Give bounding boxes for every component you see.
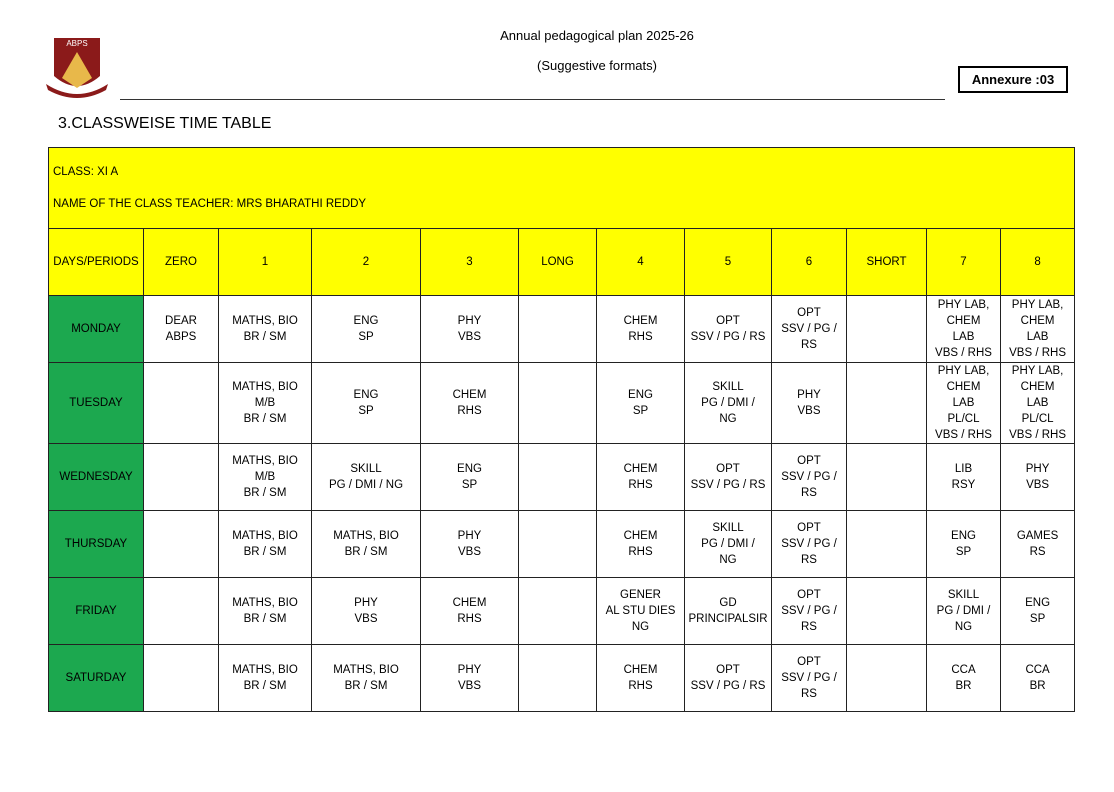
period-cell: SKILL PG / DMI / NG (685, 363, 772, 444)
period-cell: DEAR ABPS (144, 296, 219, 363)
column-header: 7 (927, 229, 1001, 296)
period-cell (519, 578, 597, 645)
period-cell (847, 578, 927, 645)
period-cell: CHEM RHS (597, 645, 685, 712)
column-header: 2 (312, 229, 421, 296)
period-cell: PHY LAB, CHEM LAB PL/CL VBS / RHS (927, 363, 1001, 444)
period-cell: PHY VBS (312, 578, 421, 645)
period-cell (519, 645, 597, 712)
period-cell: LIB RSY (927, 444, 1001, 511)
period-cell: OPT SSV / PG / RS (772, 296, 847, 363)
period-cell (519, 511, 597, 578)
period-cell: ENG SP (927, 511, 1001, 578)
annexure-box: Annexure :03 (958, 66, 1068, 93)
period-cell: PHY VBS (1001, 444, 1075, 511)
section-title: 3.CLASSWEISE TIME TABLE (58, 115, 272, 132)
class-info (49, 148, 1075, 229)
header-row (49, 229, 1075, 296)
period-cell: MATHS, BIO BR / SM (312, 645, 421, 712)
day-cell: MONDAY (49, 296, 144, 363)
period-cell: OPT SSV / PG / RS (685, 296, 772, 363)
period-cell: MATHS, BIO M/B BR / SM (219, 444, 312, 511)
period-cell: ENG SP (597, 363, 685, 444)
day-cell: TUESDAY (49, 363, 144, 444)
period-cell: PHY LAB, CHEM LAB PL/CL VBS / RHS (1001, 363, 1075, 444)
column-header: SHORT (847, 229, 927, 296)
period-cell: MATHS, BIO M/B BR / SM (219, 363, 312, 444)
period-cell (144, 444, 219, 511)
header-divider (120, 99, 945, 100)
table-row (49, 363, 1075, 444)
period-cell (847, 363, 927, 444)
day-cell: WEDNESDAY (49, 444, 144, 511)
document-title: Annual pedagogical plan 2025-26 (500, 28, 694, 43)
table-row (49, 296, 1075, 363)
svg-text:ABPS: ABPS (66, 39, 88, 48)
period-cell: MATHS, BIO BR / SM (219, 296, 312, 363)
period-cell: PHY VBS (421, 511, 519, 578)
column-header: 3 (421, 229, 519, 296)
period-cell: CHEM RHS (597, 511, 685, 578)
period-cell: MATHS, BIO BR / SM (312, 511, 421, 578)
day-cell: FRIDAY (49, 578, 144, 645)
column-header: 4 (597, 229, 685, 296)
period-cell: SKILL PG / DMI / NG (685, 511, 772, 578)
period-cell (519, 363, 597, 444)
period-cell: OPT SSV / PG / RS (685, 444, 772, 511)
day-cell: SATURDAY (49, 645, 144, 712)
period-cell: GD PRINCIPALSIR (685, 578, 772, 645)
column-header: LONG (519, 229, 597, 296)
period-cell (144, 363, 219, 444)
period-cell: PHY VBS (421, 296, 519, 363)
period-cell (847, 645, 927, 712)
period-cell: OPT SSV / PG / RS (772, 444, 847, 511)
period-cell (144, 511, 219, 578)
class-teacher-line: NAME OF THE CLASS TEACHER: MRS BHARATHI REDDY (53, 198, 367, 210)
period-cell: MATHS, BIO BR / SM (219, 578, 312, 645)
period-cell: MATHS, BIO BR / SM (219, 645, 312, 712)
period-cell: ENG SP (312, 296, 421, 363)
period-cell: CCA BR (1001, 645, 1075, 712)
column-header: 1 (219, 229, 312, 296)
period-cell: CHEM RHS (421, 578, 519, 645)
period-cell: SKILL PG / DMI / NG (312, 444, 421, 511)
period-cell: PHY LAB, CHEM LAB VBS / RHS (1001, 296, 1075, 363)
period-cell: GAMES RS (1001, 511, 1075, 578)
period-cell: OPT SSV / PG / RS (772, 511, 847, 578)
table-row (49, 645, 1075, 712)
period-cell: CHEM RHS (421, 363, 519, 444)
period-cell: PHY VBS (421, 645, 519, 712)
document-subtitle: (Suggestive formats) (537, 58, 657, 73)
table-row (49, 511, 1075, 578)
column-header: 5 (685, 229, 772, 296)
period-cell: CHEM RHS (597, 296, 685, 363)
class-line: CLASS: XI A (53, 166, 119, 178)
period-cell: CCA BR (927, 645, 1001, 712)
period-cell (144, 645, 219, 712)
period-cell (847, 296, 927, 363)
column-header: DAYS/PERIODS (49, 229, 144, 296)
table-row (49, 578, 1075, 645)
column-header: 8 (1001, 229, 1075, 296)
day-cell: THURSDAY (49, 511, 144, 578)
period-cell (519, 444, 597, 511)
period-cell: ENG SP (421, 444, 519, 511)
period-cell (519, 296, 597, 363)
period-cell: PHY LAB, CHEM LAB VBS / RHS (927, 296, 1001, 363)
timetable (48, 147, 1075, 712)
period-cell: MATHS, BIO BR / SM (219, 511, 312, 578)
period-cell (144, 578, 219, 645)
table-row (49, 444, 1075, 511)
period-cell: CHEM RHS (597, 444, 685, 511)
period-cell (847, 444, 927, 511)
period-cell: OPT SSV / PG / RS (772, 645, 847, 712)
period-cell: SKILL PG / DMI / NG (927, 578, 1001, 645)
period-cell: OPT SSV / PG / RS (772, 578, 847, 645)
period-cell: PHY VBS (772, 363, 847, 444)
column-header: 6 (772, 229, 847, 296)
period-cell: OPT SSV / PG / RS (685, 645, 772, 712)
column-header: ZERO (144, 229, 219, 296)
period-cell: ENG SP (1001, 578, 1075, 645)
period-cell: GENER AL STU DIES NG (597, 578, 685, 645)
period-cell: ENG SP (312, 363, 421, 444)
period-cell (847, 511, 927, 578)
